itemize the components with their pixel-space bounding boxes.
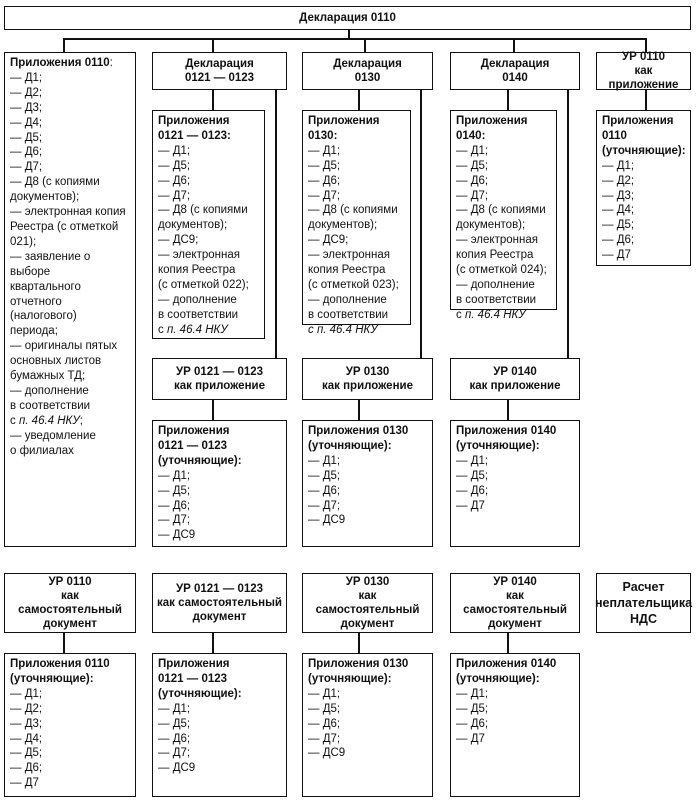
ur-0121-standalone-l2: как самостоятельный [157, 597, 282, 609]
ur-0130-standalone-l3: документ [340, 618, 395, 630]
list-line: — Д5; [10, 747, 43, 760]
list-line: — Д6; [308, 717, 341, 730]
list-line: — Д1; [456, 687, 489, 700]
decl-0140-title: Декларация [480, 58, 550, 70]
row3-pril-0130-box [302, 653, 433, 797]
list-line: — заявление о выборе [10, 250, 91, 278]
list-line: — Д6; [456, 174, 489, 187]
decl0130-to-ur [420, 89, 422, 358]
row2-pril-0130-title: Приложения 0130 [308, 425, 409, 437]
ur0140-to-pril [507, 399, 509, 420]
list-line: — Д6; [158, 499, 191, 512]
ur-0140-prilozh-box [450, 358, 580, 400]
ur-0110-pril-box [596, 110, 691, 266]
ur-0110-standalone-box [4, 573, 136, 633]
stem-decl0140 [513, 38, 515, 52]
list-line: бумажных ТД; [10, 370, 86, 383]
pril-0110-lines [10, 71, 130, 414]
s0130-to-pril [358, 632, 360, 653]
list-line: в соответствии [10, 399, 91, 412]
decl-0121-sub: 0121 — 0123 [184, 72, 255, 84]
raschet-nds-box [596, 573, 691, 633]
list-line: документов); [158, 219, 228, 232]
list-line: — Д8 (с копиями [308, 204, 398, 217]
ur-0121-standalone-l3: документ [192, 611, 247, 623]
list-line: — Д6; [308, 484, 341, 497]
list-line: — электронная [158, 249, 240, 262]
pril-0121-lines [158, 144, 259, 323]
list-line: — Д6; [308, 174, 341, 187]
row3-pril-0110-lines [10, 687, 130, 791]
list-line: — Д2; [10, 702, 43, 715]
row2-pril-0121-lines [158, 469, 281, 544]
pril-0130-ref: с п. 46.4 НКУ [308, 323, 378, 336]
pril-0121-title: Приложения [158, 115, 230, 127]
ur-0110-standalone-l1: УР 0110 [48, 576, 92, 588]
list-line: — Д2; [10, 86, 43, 99]
row2-pril-0130-box [302, 420, 433, 547]
pril-0110-title: Приложения 0110: [10, 57, 113, 69]
list-line: — Д7; [158, 514, 191, 527]
list-line: — Д5; [456, 702, 489, 715]
row3-pril-0140-lines [456, 687, 574, 747]
ur0110-to-pril [645, 89, 647, 110]
pril-0130-lines [308, 144, 405, 323]
raschet-l1: Расчет [622, 580, 665, 594]
list-line: — Д5; [456, 159, 489, 172]
list-line: — дополнение [158, 293, 237, 306]
decl0140-to-ur [567, 89, 569, 358]
list-line: — ДС9 [158, 529, 196, 542]
ur-0140-standalone-box [450, 573, 580, 633]
list-line: (с отметкой 023); [308, 278, 399, 291]
ur-0130-standalone-l2: как самостоятельный [315, 590, 420, 616]
list-line: — Д1; [308, 144, 341, 157]
list-line: — уведомление [10, 429, 96, 442]
decl-0130-title: Декларация [333, 58, 402, 70]
list-line: — Д7; [10, 161, 43, 174]
list-line: копия Реестра [158, 264, 236, 277]
stem-pril0110 [63, 38, 65, 52]
list-line: документов); [10, 191, 80, 204]
row3-pril-0110-title: Приложения 0110 [10, 658, 110, 670]
list-line: о филиалах [10, 444, 74, 457]
raschet-l2: неплательщика [594, 596, 693, 610]
ur-0130-sub: как приложение [322, 380, 413, 392]
ur-0110-pril-title2: 0110 [602, 129, 627, 142]
decl-0140-box [450, 52, 580, 90]
top-bus-line [63, 38, 645, 40]
declaration-0110-title: Декларация 0110 [299, 12, 396, 24]
list-line: — Д1; [10, 687, 43, 700]
decl0121-to-pril [212, 89, 214, 110]
list-line: — Д5; [308, 469, 341, 482]
pril-0110-box [4, 52, 136, 547]
list-line: — Д7; [308, 189, 341, 202]
row2-pril-0121-title: Приложения [158, 425, 230, 437]
list-line: — Д7 [456, 732, 485, 745]
list-line: — Д7; [308, 499, 341, 512]
pril-0140-title: Приложения 0140: [456, 115, 528, 142]
list-line: — Д3; [10, 101, 43, 114]
ur-0110-pril-title3: (уточняющие): [602, 144, 686, 157]
pril-0121-box [152, 110, 265, 339]
list-line: — ДС9; [308, 234, 349, 247]
row3-pril-0130-title: Приложения 0130 [308, 658, 409, 670]
list-line: — электронная [456, 234, 538, 247]
list-line: — Д1; [602, 159, 635, 172]
list-line: — ДС9 [308, 514, 346, 527]
ur-0121-standalone-box [152, 573, 287, 633]
row2-pril-0121-box [152, 420, 287, 547]
decl-0121-title: Декларация [185, 58, 254, 70]
list-line: — Д7 [10, 777, 39, 790]
declaration-0110-box [4, 6, 691, 30]
stem-decl0130 [364, 38, 366, 52]
row2-pril-0140-title2: (уточняющие): [456, 439, 540, 452]
list-line: — Д1; [10, 71, 43, 84]
row2-pril-0130-title2: (уточняющие): [308, 439, 392, 452]
list-line: — Д1; [456, 454, 489, 467]
row3-pril-0130-lines [308, 687, 427, 762]
list-line: — Д7; [158, 189, 191, 202]
ur-0121-prilozh-box [152, 358, 287, 400]
list-line: — Д1; [158, 702, 191, 715]
list-line: документов); [456, 219, 526, 232]
list-line: — Д8 (с копиями [10, 176, 100, 189]
list-line: — электронная [308, 249, 390, 262]
pril-0110-ref: с п. 46.4 НКУ; [10, 414, 83, 427]
list-line: (с отметкой 022); [158, 278, 249, 291]
list-line: отчетного (налогового) [10, 295, 77, 323]
decl-0140-sub: 0140 [502, 72, 528, 84]
list-line: основных листов [10, 355, 102, 368]
row2-pril-0140-box [450, 420, 580, 547]
list-line: — Д7; [308, 732, 341, 745]
list-line: — ДС9 [308, 747, 346, 760]
list-line: — Д6; [10, 146, 43, 159]
ur-0110-standalone-l2: как самостоятельный [18, 590, 122, 616]
list-line: — Д3; [10, 717, 43, 730]
list-line: — Д5; [158, 717, 191, 730]
ur-0140-title: УР 0140 [493, 366, 537, 378]
list-line: — Д6; [456, 717, 489, 730]
decl-0121-box [152, 52, 287, 90]
top-title-stem [348, 29, 350, 39]
row3-pril-0121-title2: 0121 — 0123 [158, 672, 228, 685]
ur-0130-title: УР 0130 [345, 366, 390, 378]
s0110-to-pril [63, 632, 65, 653]
list-line: — Д5; [158, 484, 191, 497]
list-line: — Д5; [158, 159, 191, 172]
ur-0130-prilozh-box [302, 358, 433, 400]
list-line: — Д6; [158, 174, 191, 187]
pril-0121-ref: с п. 46.4 НКУ [158, 323, 228, 336]
pril-0110-tail [10, 429, 130, 459]
list-line: — Д4; [10, 732, 43, 745]
list-line: — Д5; [10, 131, 43, 144]
list-line: копия Реестра [308, 264, 386, 277]
ur0121-to-pril [212, 399, 214, 420]
list-line: — Д8 (с копиями [456, 204, 546, 217]
pril-0121-title2: 0121 — 0123: [158, 129, 231, 142]
decl-0130-sub: 0130 [354, 72, 381, 84]
pril-0140-lines [456, 144, 551, 308]
list-line: — дополнение [456, 278, 535, 291]
raschet-l3: НДС [630, 612, 657, 626]
list-line: — дополнение [10, 384, 89, 397]
row3-pril-0121-box [152, 653, 287, 797]
s0121-to-pril [212, 632, 214, 653]
list-line: — Д8 (с копиями [158, 204, 248, 217]
list-line: — Д5; [456, 469, 489, 482]
pril-0140-ref: с п. 46.4 НКУ [456, 308, 526, 321]
ur-0121-title: УР 0121 — 0123 [175, 366, 264, 378]
list-line: — Д6; [602, 234, 635, 247]
decl0121-to-ur [275, 89, 277, 358]
ur0130-to-pril [358, 399, 360, 420]
ur-0140-standalone-l2: как самостоятельный [463, 590, 567, 616]
list-line: — Д6; [10, 762, 43, 775]
list-line: (с отметкой 024); [456, 264, 547, 277]
list-line: — Д6; [158, 732, 191, 745]
pril-0140-box [450, 110, 557, 321]
list-line: — оригиналы пятых [10, 340, 118, 353]
list-line: в соответствии [456, 293, 537, 306]
list-line: — Д6; [456, 484, 489, 497]
ur-0110-pril-lines [602, 159, 685, 263]
row2-pril-0130-lines [308, 454, 427, 529]
list-line: квартального [10, 280, 81, 293]
list-line: — Д7 [602, 249, 631, 262]
s0140-to-pril [507, 632, 509, 653]
ur-0140-standalone-l1: УР 0140 [493, 576, 537, 588]
ur-0140-standalone-l3: документ [488, 618, 542, 630]
list-line: — Д4; [602, 204, 635, 217]
stem-decl0121 [212, 38, 214, 52]
list-line: — Д5; [308, 159, 341, 172]
list-line: — Д1; [456, 144, 489, 157]
ur-0121-sub: как приложение [174, 380, 265, 392]
list-line: в соответствии [308, 308, 389, 321]
list-line: 021); [10, 235, 37, 248]
row3-pril-0140-title2: (уточняющие): [456, 672, 540, 685]
ur-0130-standalone-box [302, 573, 433, 633]
decl0130-to-pril [358, 89, 360, 110]
list-line: — Д1; [308, 687, 341, 700]
pril-0130-box [302, 110, 411, 336]
row3-pril-0140-title: Приложения 0140 [456, 658, 557, 670]
row2-pril-0121-title2: 0121 — 0123 [158, 439, 228, 452]
ur-0121-standalone-l1: УР 0121 — 0123 [175, 583, 264, 595]
row2-pril-0140-title: Приложения 0140 [456, 425, 557, 437]
row2-pril-0121-title3: (уточняющие): [158, 454, 242, 467]
row3-pril-0140-box [450, 653, 580, 797]
list-line: — Д4; [10, 116, 43, 129]
list-line: в соответствии [158, 308, 239, 321]
list-line: документов); [308, 219, 378, 232]
ur-0110-pril-title: Приложения [602, 115, 674, 127]
list-line: — Д7 [456, 499, 485, 512]
ur-0110-title: УР 0110 [622, 51, 665, 63]
list-line: — электронная копия [10, 206, 126, 219]
list-line: — Д1; [158, 144, 191, 157]
row3-pril-0110-title2: (уточняющие): [10, 672, 94, 685]
list-line: — Д3; [602, 189, 635, 202]
list-line: периода; [10, 325, 58, 338]
list-line: — Д7; [158, 747, 191, 760]
list-line: — Д1; [308, 454, 341, 467]
list-line: — Д7; [456, 189, 489, 202]
ur-0110-prilozh-box [596, 52, 691, 90]
list-line: — дополнение [308, 293, 387, 306]
list-line: — ДС9 [158, 762, 196, 775]
row3-pril-0121-title3: (уточняющие): [158, 687, 242, 700]
ur-0130-standalone-l1: УР 0130 [345, 576, 390, 588]
ur-0110-standalone-l3: документ [43, 618, 97, 630]
pril-0130-title: Приложения 0130: [308, 115, 380, 142]
ur-0140-sub: как приложение [469, 380, 561, 392]
list-line: — ДС9; [158, 234, 199, 247]
list-line: — Д5; [602, 219, 635, 232]
decl-0130-box [302, 52, 433, 90]
list-line: копия Реестра [456, 249, 534, 262]
list-line: — Д2; [602, 174, 635, 187]
row3-pril-0121-lines [158, 702, 281, 777]
row3-pril-0121-title: Приложения [158, 658, 230, 670]
list-line: Реестра (с отметкой [10, 220, 119, 233]
decl0140-to-pril [507, 89, 509, 110]
list-line: — Д5; [308, 702, 341, 715]
row3-pril-0130-title2: (уточняющие): [308, 672, 392, 685]
ur-0110-sub: как приложение [608, 65, 679, 91]
list-line: — Д1; [158, 469, 191, 482]
row2-pril-0140-lines [456, 454, 574, 514]
row3-pril-0110-box [4, 653, 136, 797]
